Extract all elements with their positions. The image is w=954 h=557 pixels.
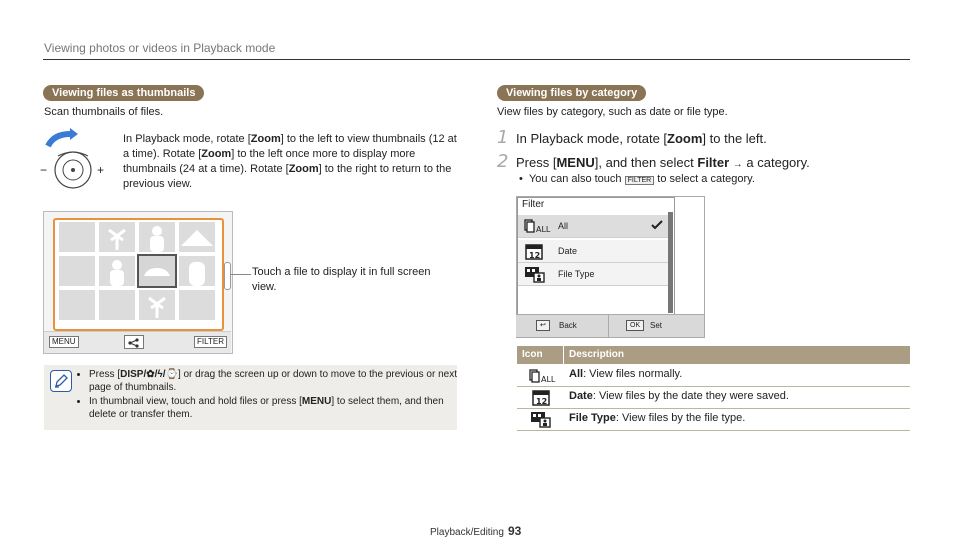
thumbnails-intro: Scan thumbnails of files. xyxy=(44,106,164,118)
set-label: Set xyxy=(650,321,663,330)
note-box xyxy=(44,365,457,430)
calendar-icon xyxy=(524,242,544,260)
table-row xyxy=(517,387,910,409)
zoom-in-plus: + xyxy=(97,163,105,177)
category-intro: View files by category, such as date or file type. xyxy=(497,106,728,118)
tip-line: • You can also touch FILTER to select a category. xyxy=(519,173,755,185)
page-number: 93 xyxy=(507,524,522,538)
step-2-number: 2 xyxy=(497,151,509,172)
all-icon xyxy=(524,218,551,234)
page-footer xyxy=(430,524,521,538)
filter-button[interactable]: FILTER xyxy=(194,336,227,348)
row-description: Date: View files by the date they were saved. xyxy=(569,390,789,402)
checkmark-icon xyxy=(650,219,664,231)
zoom-dial-illustration xyxy=(40,128,110,194)
note-item-1: • Press [DISP/✿/ϟ/⌚] or drag the screen up or down to move to the previous or next page of thumbnails. xyxy=(89,368,461,394)
column-header-description: Description xyxy=(569,349,625,360)
row-description: File Type: View files by the file type. xyxy=(569,412,746,424)
svg-text:ALL: ALL xyxy=(541,375,556,384)
file-type-icon xyxy=(524,265,546,283)
table-row xyxy=(517,409,910,431)
zoom-instructions: In Playback mode, rotate [Zoom] to the left to view thumbnails (12 at a time). Rotate [Zoom] to the left once more to display more thumbnails (24 at a time). Rotate [Zoom] to the right to return to the previous view. xyxy=(123,133,457,190)
screen-toolbar xyxy=(44,331,231,353)
callout-line xyxy=(231,274,251,275)
scrollbar[interactable] xyxy=(224,262,231,290)
filter-option-date[interactable] xyxy=(518,240,668,263)
thumbnail[interactable] xyxy=(139,290,175,320)
filter-option-all[interactable] xyxy=(518,215,668,238)
file-type-icon xyxy=(530,410,552,428)
all-icon xyxy=(529,368,556,384)
step-1-number: 1 xyxy=(497,127,509,148)
thumbnail-selected[interactable] xyxy=(139,256,175,286)
svg-text:12: 12 xyxy=(529,251,541,260)
calendar-icon xyxy=(531,388,551,406)
step-2-text: Press [MENU], and then select Filter → a category. xyxy=(516,155,810,170)
footer-section: Playback/Editing xyxy=(430,527,504,538)
thumbnail[interactable] xyxy=(99,222,135,252)
note-item-2: • In thumbnail view, touch and hold files or press [MENU] to select them, and then delete or transfer them. xyxy=(89,395,461,421)
thumbnail[interactable] xyxy=(99,256,135,286)
thumbnail[interactable] xyxy=(59,222,95,252)
thumbnail[interactable] xyxy=(139,222,175,252)
back-key[interactable]: ↩ xyxy=(536,320,550,331)
filter-title: Filter xyxy=(522,199,545,210)
thumbnail-grid xyxy=(59,222,219,322)
thumbnail[interactable] xyxy=(179,256,215,286)
menu-button[interactable]: MENU xyxy=(49,336,79,348)
back-label: Back xyxy=(559,321,577,330)
thumbnail[interactable] xyxy=(59,290,95,320)
filter-key: FILTER xyxy=(625,176,655,185)
table-row xyxy=(517,365,910,387)
thumbnail[interactable] xyxy=(59,256,95,286)
svg-text:ALL: ALL xyxy=(536,225,551,234)
thumbnail[interactable] xyxy=(179,290,215,320)
step-1-text: In Playback mode, rotate [Zoom] to the left. xyxy=(516,131,767,146)
svg-text:12: 12 xyxy=(536,397,548,406)
ok-key[interactable]: OK xyxy=(626,320,644,331)
section-title-thumbnails: Viewing files as thumbnails xyxy=(43,85,204,101)
page-header-title: Viewing photos or videos in Playback mode xyxy=(44,41,276,55)
filter-option-label: All xyxy=(558,221,569,231)
filter-scrollbar[interactable] xyxy=(668,212,673,313)
thumbnail[interactable] xyxy=(99,290,135,320)
filter-bottom-bar xyxy=(516,314,704,337)
row-description: All: View files normally. xyxy=(569,368,683,380)
share-icon xyxy=(125,337,143,349)
column-header-icon: Icon xyxy=(522,349,543,360)
filter-option-label: File Type xyxy=(558,269,595,279)
table-header xyxy=(517,346,910,364)
header-divider xyxy=(43,59,910,60)
filter-option-label: Date xyxy=(558,246,578,256)
thumbnail[interactable] xyxy=(179,222,215,252)
section-title-category: Viewing files by category xyxy=(497,85,646,101)
filter-option-file-type[interactable] xyxy=(518,263,668,286)
callout-text: Touch a file to display it in full screen view. xyxy=(252,266,431,293)
zoom-out-minus: − xyxy=(40,163,48,177)
note-icon xyxy=(50,370,72,392)
share-button[interactable] xyxy=(124,335,144,349)
